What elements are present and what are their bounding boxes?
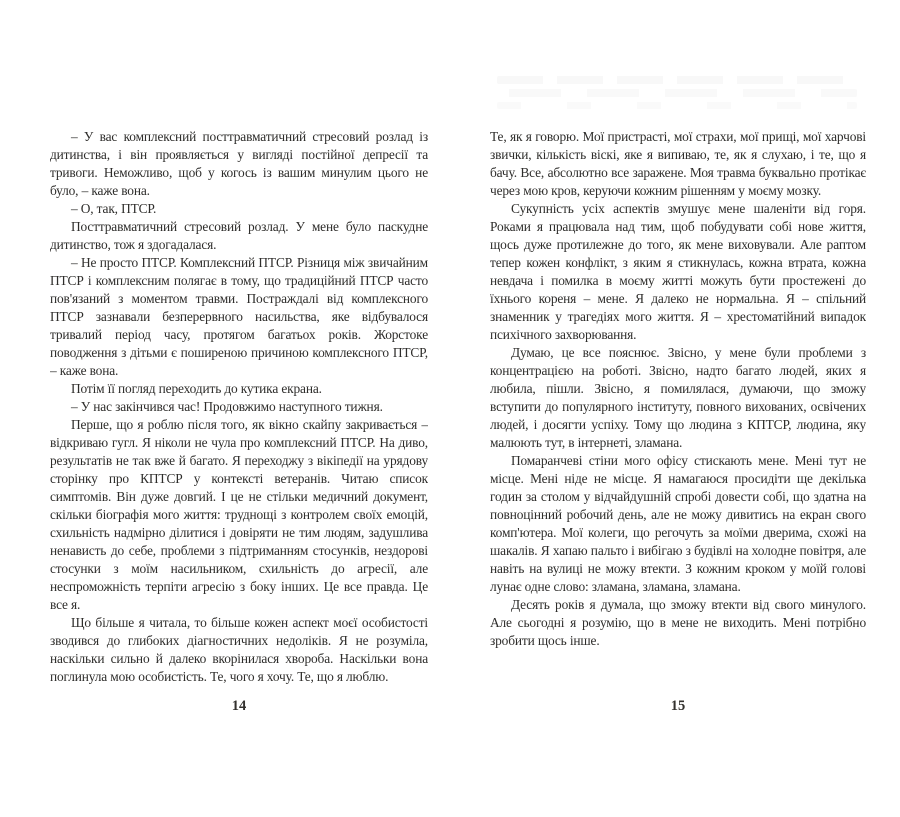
paragraph: Перше, що я роблю після того, як вікно скайпу закривається – відкриваю гугл. Я ніколи не чула про комплексний ПТСР. На диво, результатів не так вже й багато. Я переходжу з вікіпедії на урядову сторінку про КПТСР у контексті ветеранів. Читаю список симптомів. Він дуже довгий. І це не стільки медичний документ, скільки біографія мого життя: труднощі з контролем своїх емоцій, схильність надмірно ділитися і довіряти не тим людям, задушлива ненависть до себе, проблеми з підтриманням стосунків, нездорові стосунки з моїм насильником, схильність до агресії, але неспроможність терпіти агресію з боку інших. Це все правда. Це все я.: [50, 417, 428, 612]
page-number-right: 15: [670, 698, 686, 714]
paragraph: Потім її погляд переходить до кутика екрана.: [71, 381, 322, 396]
page-left-text: [50, 128, 428, 686]
paragraph: – О, так, ПТСР.: [71, 201, 157, 216]
paragraph: – У нас закінчився час! Продовжимо наступного тижня.: [71, 399, 383, 414]
paragraph: Посттравматичний стресовий розлад. У мене було паскудне дитинство, тож я здогадалася.: [50, 219, 428, 252]
bleed-through-row: [497, 102, 857, 109]
bleed-through-row: [497, 89, 857, 97]
page-number-left: 14: [231, 698, 247, 714]
page-right-text: [490, 128, 866, 650]
paragraph: Помаранчеві стіни мого офісу стискають мене. Мені тут не місце. Мені ніде не місце. Я намагаюся просидіти ще декілька годин за столом у відчайдушній спробі довести собі, що здатна на повноцінний робочий день, але не можу дивитись на екран свого комп'ютера. Мої колеги, що регочуть за моїми дверима, схожі на шакалів. Я хапаю пальто і вибігаю з будівлі на холодне повітря, але навіть на вулиці не можу втекти. З кожним кроком у моїй голові лунає одне слово: зламана, зламана, зламана.: [490, 453, 866, 594]
paragraph: – Не просто ПТСР. Комплексний ПТСР. Різниця між звичайним ПТСР і комплексним полягає в тому, що традиційний ПТСР часто пов'язаний з моментом травми. Постраждалі від комплексного ПТСР зазнавали безперервного насильства, яке відбувалося тривалий період часу, протягом багатьох років. Жорстоке поводження з дітьми є поширеною причиною комплексного ПТСР, – каже вона.: [50, 255, 428, 378]
bleed-through-row: [497, 76, 857, 84]
paragraph: Сукупність усіх аспектів змушує мене шаленіти від горя. Роками я працювала над тим, щоб побудувати собі нове життя, щось дуже протилежне до того, як мене виховували. Але раптом тепер кожен конфлікт, з яким я стикнулась, кожна втрата, кожна невдача і помилка в моєму житті можуть бути простежені до їхнього кореня – мене. Я далеко не нормальна. Я – спільний знаменник у трагедіях мого життя. Я – хрестоматійний випадок психічного захворювання.: [490, 201, 866, 342]
paragraph: Десять років я думала, що зможу втекти від свого минулого. Але сьогодні я розумію, що в мене не виходить. Мені потрібно зробити щось інше.: [490, 597, 866, 648]
paragraph: Що більше я читала, то більше кожен аспект моєї особистості зводився до глибоких діагностичних недоліків. Я не розуміла, наскільки сильно й далеко вкорінилася хвороба. Наскільки вона поглинула мою особистість. Те, чого я хочу. Те, що я люблю.: [50, 615, 428, 684]
paragraph: Думаю, це все пояснює. Звісно, у мене були проблеми з концентрацією на роботі. Звісно, надто багато людей, яких я любила, пішли. Звісно, я помилялася, думаючи, що зможу вступити до популярного інституту, повного вихованих, освічених людей, і досягти успіху. Тому що людина з КПТСР, людина, яку малюють тут, в інтернеті, зламана.: [490, 345, 866, 450]
bleed-through-artifact: [497, 76, 857, 116]
paragraph: Те, як я говорю. Мої пристрасті, мої страхи, мої прищі, мої харчові звички, кількість віскі, яке я випиваю, те, як я слухаю, і те, що я бачу. Все, абсолютно все заражене. Моя травма буквально протікає через мою кров, керуючи кожним рішенням у моєму мозку.: [490, 129, 866, 198]
paragraph: – У вас комплексний посттравматичний стресовий розлад із дитинства, і він проявляється у вигляді постійної депресії та тривоги. Неможливо, щоб у когось із вашим минулим цього не було, – каже вона.: [50, 129, 428, 198]
